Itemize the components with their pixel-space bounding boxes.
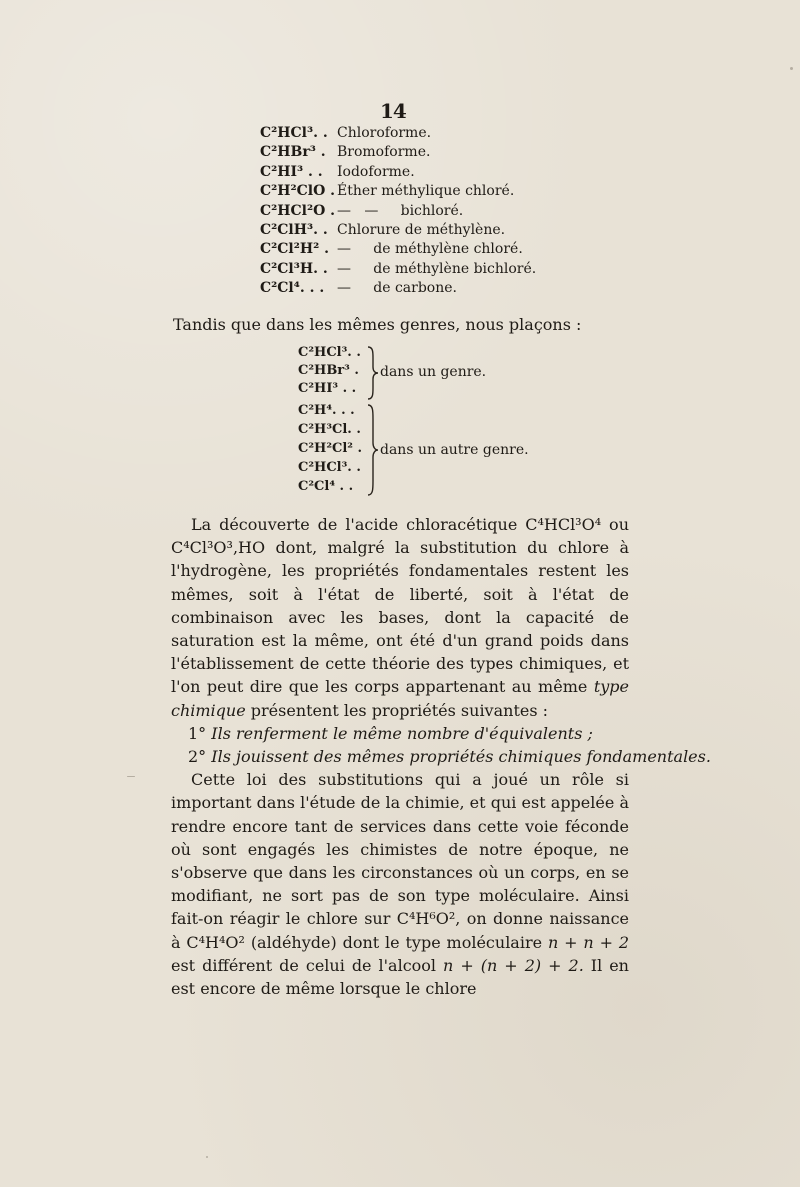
- group-formula: C²H²Cl² .: [298, 441, 363, 456]
- group-formula: C²H³Cl. .: [298, 422, 361, 437]
- compound-formula: C²Cl⁴. . .: [260, 280, 325, 297]
- group-formula: C²HBr³ .: [298, 363, 359, 378]
- property-number: 1°: [188, 723, 207, 743]
- italic-term: type chimique: [171, 677, 629, 720]
- compound-formula: C²Cl³H. .: [260, 260, 328, 277]
- compound-name: — de méthylène chloré.: [337, 241, 523, 258]
- compound-row: [260, 124, 590, 143]
- genre-groups: [298, 344, 558, 498]
- compound-formula: C²HCl³. .: [260, 125, 328, 141]
- paragraph-text: Il en est encore de même lorsque le chlore: [171, 955, 629, 999]
- compound-name: Bromoforme.: [337, 144, 431, 161]
- curly-brace-icon: [366, 346, 380, 400]
- paper-speck: [206, 1156, 208, 1158]
- paragraph: [171, 513, 629, 722]
- group-formula: C²HI³ . .: [298, 381, 357, 396]
- compound-name: — de carbone.: [337, 280, 457, 297]
- group-label: dans un autre genre.: [380, 442, 529, 458]
- formula-text: n + n + 2: [547, 932, 630, 952]
- compound-formula: C²Cl²H² .: [260, 241, 329, 258]
- compound-formula: C²HI³ . .: [260, 163, 323, 180]
- paragraph: [171, 768, 629, 1000]
- group-formula: C²HCl³. .: [298, 460, 361, 475]
- compound-row: [260, 182, 590, 201]
- paragraph-text: est différent de celui de l'alcool: [171, 955, 437, 975]
- compound-list: [260, 124, 590, 299]
- compound-name: Chloroforme.: [337, 125, 432, 141]
- compound-formula: C²HBr³ .: [260, 144, 326, 161]
- curly-brace-icon: [366, 404, 380, 496]
- paper-speck: [127, 776, 135, 777]
- group-formula: C²H⁴. . .: [298, 403, 355, 418]
- property-text: Ils renferment le même nombre d'équivalents ;: [211, 723, 593, 743]
- compound-row: [260, 143, 590, 162]
- property-item: [171, 722, 629, 745]
- compound-formula: C²H²ClO .: [260, 183, 336, 200]
- compound-name: — — bichloré.: [337, 202, 464, 219]
- compound-row: [260, 279, 590, 298]
- page-number: 14: [380, 99, 406, 123]
- paper-speck: [790, 67, 793, 70]
- compound-row: [260, 163, 590, 182]
- paragraph-text: Cette loi des substitutions qui a joué un rôle si important dans l'étude de la chimie, et qui est appelée à rendre encore tant de services dans cette voie féconde où sont engagés les chimistes de notre époque, ne s'observe que dans les circonstances où un corps, en se modifiant, ne sort pas de son type moléculaire. Ainsi fait-on réagir le chlore sur C⁴H⁶O², on donne naissance à C⁴H⁴O² (aldéhyde) dont le type moléculaire: [171, 770, 629, 952]
- formula-text: n + (n + 2) + 2.: [443, 955, 584, 975]
- compound-formula: C²ClH³. .: [260, 221, 328, 238]
- compound-row: [260, 240, 590, 259]
- property-number: 2°: [188, 747, 207, 767]
- paragraph-text: La découverte de l'acide chloracétique C⁴HCl³O⁴ ou C⁴Cl³O³,HO dont, malgré la substitution du chlore à l'hydrogène, les propriétés fondamentales restent les mêmes, soit à l'état de liberté, soit à l'état de combinaison avec les bases, dont la capacité de saturation est la même, ont été d'un grand poids dans l'établissement de cette théorie des types chimiques, et l'on peut dire que les corps appartenant au même: [171, 515, 629, 697]
- compound-name: — de méthylène bichloré.: [337, 260, 537, 277]
- property-text: Ils jouissent des mêmes propriétés chimiques fondamentales.: [211, 747, 711, 767]
- group-formula: C²Cl⁴ . .: [298, 479, 354, 494]
- compound-formula: C²HCl²O .: [260, 202, 336, 219]
- group-formula: C²HCl³. .: [298, 345, 361, 360]
- main-text: [171, 513, 711, 1000]
- intro-sentence: Tandis que dans les mêmes genres, nous plaçons :: [173, 315, 582, 334]
- compound-row: [260, 202, 590, 221]
- paragraph-text: présentent les propriétés suivantes :: [250, 700, 549, 720]
- compound-row: [260, 260, 590, 279]
- compound-name: Iodoforme.: [337, 163, 415, 180]
- compound-row: [260, 221, 590, 240]
- group-label: dans un genre.: [380, 364, 487, 380]
- property-item: [171, 745, 711, 768]
- compound-name: Chlorure de méthylène.: [337, 221, 506, 238]
- compound-name: Éther méthylique chloré.: [337, 183, 515, 200]
